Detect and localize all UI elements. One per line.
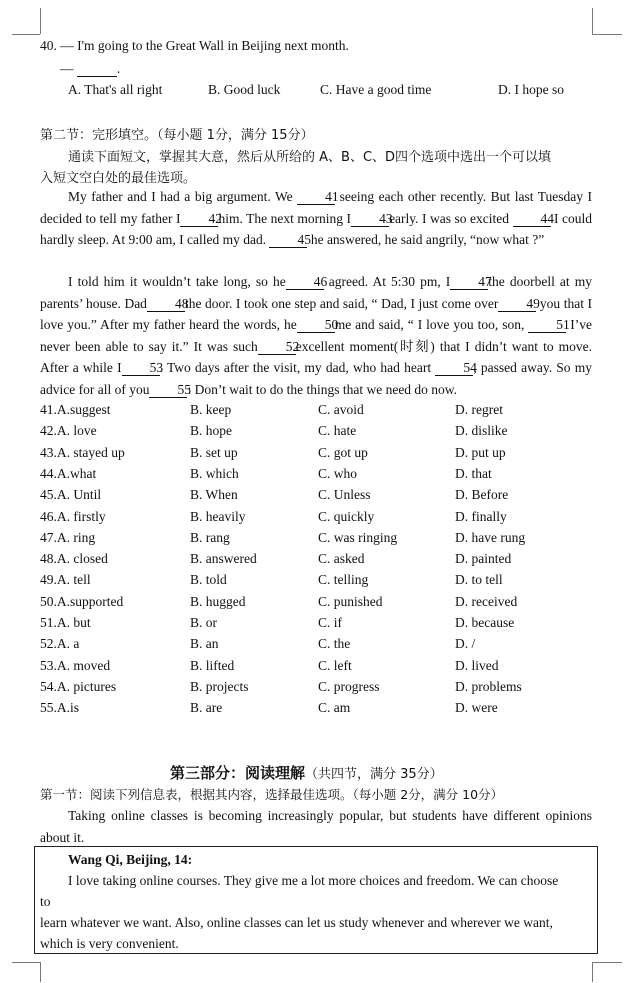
passage-text: me and said, “ I love you too, son,	[334, 317, 529, 332]
choice-option: B. an	[190, 636, 219, 652]
passage-text: seeing each other recently. But last Tuesday I decided to tell my father I	[40, 189, 592, 226]
choice-number: 55.A.is	[40, 700, 80, 716]
part3-title-rest: （共四节，满分 35分）	[305, 767, 443, 782]
choice-number: 42.A. love	[40, 423, 97, 439]
part3-title	[170, 762, 443, 783]
choice-option: C. hate	[318, 423, 357, 439]
q40-blank	[77, 62, 117, 77]
crop-mark	[592, 962, 622, 963]
choice-option: C. Unless	[318, 487, 371, 503]
choice-option: D. problems	[455, 678, 522, 694]
passage-text: you that I love you.” After my father heard the words, he	[40, 295, 592, 332]
choice-option: B. told	[190, 572, 227, 588]
choice-option: D. finally	[455, 508, 507, 524]
passage-text: . Two days after the visit, my dad, who had heart	[159, 360, 436, 375]
q40-option-b: B. Good luck	[208, 82, 281, 97]
q40-stem: 40. — I'm going to the Great Wall in Beijing next month.	[40, 38, 349, 53]
passage-text: I could hardly sleep. At 9:00 am, I called my dad.	[40, 210, 593, 247]
choice-option: D. /	[455, 636, 476, 652]
choice-option: D. because	[455, 615, 515, 630]
choice-number: 53.A. moved	[40, 657, 111, 673]
choice-option: C. quickly	[318, 508, 375, 524]
choice-option: B. rang	[190, 529, 230, 545]
choice-option: C. avoid	[318, 402, 364, 417]
q40-dash: —	[60, 61, 74, 76]
q40-period: .	[116, 61, 121, 76]
choice-number: 43.A. stayed up	[40, 444, 125, 460]
choice-option: D. have rung	[455, 529, 526, 545]
opinion-line-4: which is very convenient.	[40, 936, 179, 951]
passage-text: he answered, he said angrily, “now what ?”	[307, 232, 545, 247]
choice-option: C. telling	[318, 572, 369, 588]
choice-option: B. are	[190, 700, 223, 716]
passage-text: : Don’t wait to do the things that we need do now.	[187, 381, 458, 397]
blank-54: 54	[435, 361, 473, 376]
crop-mark	[592, 962, 593, 982]
choice-number: 54.A. pictures	[40, 678, 117, 694]
passage-paragraph-2	[40, 271, 592, 400]
crop-mark	[40, 8, 41, 34]
choice-option: C. am	[318, 700, 351, 716]
choice-number: 47.A. ring	[40, 529, 96, 545]
passage-text: the door. I took one step and said, “ Dad, I just come over	[184, 295, 499, 311]
opinion-line-1: I love taking online courses. They give me a lot more choices and freedom. We can choose	[68, 873, 559, 888]
choice-number: 49.A. tell	[40, 572, 91, 588]
choice-option: B. hugged	[190, 593, 246, 609]
passage-text: I’ve never been able to say it.” It was such	[40, 317, 593, 354]
passage-text: My father and I had a big argument. We	[68, 189, 298, 204]
blank-41: 41	[297, 190, 335, 205]
choice-number: 45.A. Until	[40, 487, 102, 503]
choice-option: C. the	[318, 636, 351, 652]
q40-reply	[60, 61, 120, 77]
section2-instruction-2: 入短文空白处的最佳选项。	[40, 171, 197, 186]
q40-option-c: C. Have a good time	[320, 82, 432, 97]
choice-option: D. put up	[455, 444, 506, 460]
choice-option: D. received	[455, 593, 518, 609]
blank-45: 45	[269, 233, 307, 248]
blank-43: 43	[351, 212, 389, 227]
blank-55: 55	[149, 383, 187, 398]
choice-option: C. punished	[318, 593, 383, 609]
choice-option: C. left	[318, 657, 352, 673]
choice-option: B. set up	[190, 444, 238, 460]
blank-44: 44	[513, 212, 551, 227]
blank-50: 50	[297, 318, 335, 333]
blank-47: 47	[450, 275, 488, 290]
choice-option: C. progress	[318, 678, 380, 694]
choice-number: 44.A.what	[40, 465, 97, 481]
passage-text: , passed away. So my advice for all of you	[40, 360, 593, 397]
passage-paragraph-1	[40, 186, 592, 251]
choice-option: B. projects	[190, 678, 249, 694]
crop-mark	[592, 34, 622, 35]
passage-text: him. The next morning I	[218, 210, 352, 226]
blank-51: 51	[528, 318, 566, 333]
blank-48: 48	[147, 297, 185, 312]
choice-number: 50.A.supported	[40, 593, 124, 609]
choice-option: B. lifted	[190, 657, 235, 673]
choice-option: D. dislike	[455, 423, 508, 439]
blank-49: 49	[498, 297, 536, 312]
part3-section1: 第一节：阅读下列信息表，根据其内容，选择最佳选项。（每小题 2分，满分 10分）	[40, 787, 504, 802]
choice-option: D. painted	[455, 551, 512, 567]
passage-text: I told him it wouldn’t take long, so he	[68, 274, 286, 289]
section2-instruction-1: 通读下面短文，掌握其大意，然后从所给的 A、B、C、D四个选项中选出一个可以填	[68, 150, 552, 165]
opinion-line-3: learn whatever we want. Also, online classes can let us study whenever and wherever we want,	[40, 915, 553, 930]
passage-text: the doorbell at my parents’ house. Dad	[40, 274, 592, 311]
choice-option: D. were	[455, 700, 498, 716]
choice-number: 52.A. a	[40, 636, 80, 652]
choice-option: B. heavily	[190, 508, 246, 524]
crop-mark	[12, 34, 40, 35]
choice-option: C. was ringing	[318, 529, 398, 545]
opinion-box	[34, 846, 598, 954]
choice-option: C. who	[318, 465, 358, 481]
blank-52: 52	[258, 340, 296, 355]
choice-option: B. or	[190, 615, 217, 630]
blank-46: 46	[286, 275, 324, 290]
choice-option: D. that	[455, 465, 492, 481]
passage-text: early. I was so excited	[389, 210, 513, 226]
crop-mark	[40, 962, 41, 982]
part3-title-bold: 第三部分：阅读理解	[170, 764, 306, 782]
choice-option: D. to tell	[455, 572, 503, 588]
section2-heading: 第二节：完形填空。（每小题 1分，满分 15分）	[40, 128, 314, 143]
opinion-line-2: to	[40, 894, 51, 909]
choice-number: 46.A. firstly	[40, 508, 106, 524]
crop-mark	[12, 962, 40, 963]
passage-text: excellent moment(时刻) that I didn’t want to move. After a while I	[40, 338, 592, 375]
choice-option: B. keep	[190, 402, 232, 417]
choice-number: 51.A. but	[40, 615, 91, 630]
choice-option: C. if	[318, 615, 343, 630]
choice-option: B. hope	[190, 423, 232, 439]
blank-53: 53	[122, 361, 160, 376]
q40-option-d: D. I hope so	[498, 82, 564, 97]
choice-option: C. asked	[318, 551, 365, 567]
choice-number: 41.A.suggest	[40, 402, 111, 417]
choice-number: 48.A. closed	[40, 551, 108, 567]
opinion-author: Wang Qi, Beijing, 14:	[68, 852, 193, 867]
part3-intro: Taking online classes is becoming increasingly popular, but students have different opinions about it.	[40, 808, 592, 845]
choice-option: D. Before	[455, 487, 509, 503]
choice-option: B. When	[190, 487, 238, 503]
choice-option: B. which	[190, 465, 239, 481]
crop-mark	[592, 8, 593, 34]
choice-option: D. regret	[455, 402, 503, 417]
choice-option: D. lived	[455, 657, 499, 673]
passage-text: agreed. At 5:30 pm, I	[323, 274, 451, 289]
choice-option: C. got up	[318, 444, 368, 460]
q40-option-a: A. That's all right	[68, 82, 163, 97]
blank-42: 42	[180, 212, 218, 227]
choice-option: B. answered	[190, 551, 257, 567]
